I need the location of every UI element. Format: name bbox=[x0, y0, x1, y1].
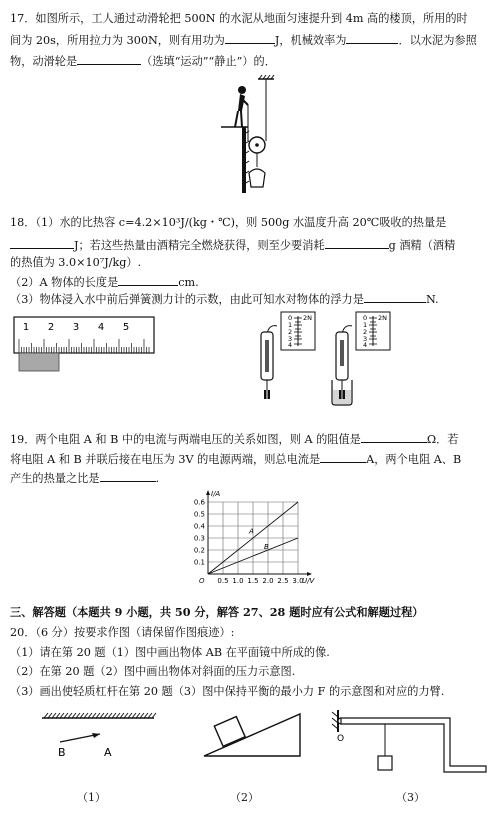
balance-label: 3 bbox=[288, 335, 293, 343]
ruler-tick-label: 4 bbox=[97, 322, 105, 333]
balance-label: 0 bbox=[288, 314, 293, 322]
x-tick-label: 1.0 bbox=[232, 577, 244, 585]
balance-label: 1 bbox=[288, 321, 293, 329]
figure-caption-1: （1） bbox=[77, 791, 106, 804]
q17-text: （选填“运动”“静止”）的． bbox=[141, 55, 276, 68]
answer-blank-useful-work[interactable] bbox=[225, 32, 275, 44]
ruler-tick-label: 5 bbox=[122, 322, 130, 333]
q18-line1: 18．（1）水的比热容 c=4.2×10³J/(kg・℃)，则 500g 水温度升高 20℃吸收的热量是 bbox=[10, 216, 447, 229]
q17-text: 物，动滑轮是 bbox=[10, 55, 78, 68]
q20-item2: （2）在第 20 题（2）图中画出物体对斜面的压力示意图. bbox=[10, 665, 296, 678]
ruler-tick-label: 2 bbox=[47, 322, 55, 333]
answer-blank-alcohol-mass[interactable] bbox=[325, 237, 389, 249]
q19-line2 bbox=[10, 451, 461, 467]
q18-text: （3）物体浸入水中前后弹簧测力计的示数，由此可知水对物体的浮力是 bbox=[10, 293, 364, 306]
y-tick-label: 0.4 bbox=[193, 522, 205, 531]
y-axis-label: I/A bbox=[211, 490, 221, 498]
answer-blank-heat[interactable] bbox=[10, 237, 74, 249]
q19-text: Ω．若 bbox=[426, 433, 459, 446]
answer-blank-motion-state[interactable] bbox=[77, 53, 141, 65]
q18-line3: 的热值为 3.0×10⁷J/kg）. bbox=[10, 256, 142, 269]
spring-balance-after bbox=[330, 310, 402, 406]
balance-label: 2N bbox=[303, 314, 312, 322]
q19-line1 bbox=[10, 431, 459, 447]
q20-heading: 20．（6 分）按要求作图（请保留作图痕迹）: bbox=[10, 626, 235, 639]
q18-line4 bbox=[10, 274, 199, 290]
object-a-block bbox=[19, 353, 59, 371]
answer-blank-buoyancy[interactable] bbox=[364, 291, 426, 303]
q17-line1: 17．如图所示，工人通过动滑轮把 500N 的水泥从地面匀速提升到 4m 高的楼顶，所用的时 bbox=[10, 12, 468, 25]
series-label-b: B bbox=[264, 543, 269, 552]
q17-text: ．以水泥为参照 bbox=[398, 34, 477, 47]
q18-text: cm. bbox=[178, 276, 199, 289]
q19-text: A，两个电阻 A、B bbox=[366, 453, 462, 466]
q19-text: 将电阻 A 和 B 并联后接在电压为 3V 的电源两端，则总电流是 bbox=[10, 453, 321, 466]
balance-label: 1 bbox=[363, 321, 368, 329]
balance-label: 4 bbox=[288, 341, 293, 349]
section3-heading: 三、解答题（本题共 9 小题，共 50 分，解答 27、28 题时应有公式和解题过程） bbox=[10, 605, 424, 619]
q18-text: （2）A 物体的长度是 bbox=[10, 276, 119, 289]
q20-item3: （3）画出使轻质杠杆在第 20 题（3）图中保持平衡的最小力 F 的示意图和对应的力臂. bbox=[10, 685, 445, 698]
figure-caption-3: （3） bbox=[396, 791, 425, 804]
y-tick-label: 0.2 bbox=[193, 546, 205, 555]
x-tick-label: 2.0 bbox=[262, 577, 274, 585]
answer-blank-resistance-a[interactable] bbox=[361, 431, 427, 443]
q17-line2 bbox=[10, 32, 477, 48]
balance-label: 0 bbox=[363, 314, 368, 322]
q18-text: J；若这些热量由酒精完全燃烧获得，则至少要消耗 bbox=[74, 239, 325, 252]
y-tick-label: 0.5 bbox=[193, 510, 205, 519]
y-tick-label: 0.1 bbox=[193, 558, 205, 567]
balance-label: 2 bbox=[288, 328, 293, 336]
ruler-tick-label: 1 bbox=[22, 322, 30, 333]
answer-blank-total-current[interactable] bbox=[320, 451, 366, 463]
y-tick-label: 0.6 bbox=[193, 498, 205, 507]
current-voltage-chart bbox=[188, 490, 318, 586]
lever-figure bbox=[330, 708, 492, 778]
answer-blank-efficiency[interactable] bbox=[346, 32, 398, 44]
q19-text: 产生的热量之比是 bbox=[10, 472, 100, 485]
x-tick-label: 3.0 bbox=[292, 577, 304, 585]
answer-blank-length[interactable] bbox=[118, 274, 178, 286]
origin-label: O bbox=[199, 577, 205, 585]
q18-text: N. bbox=[425, 293, 439, 306]
x-tick-label: 1.5 bbox=[247, 577, 259, 585]
q18-text: g 酒精（酒精 bbox=[388, 239, 456, 252]
balance-label: 2N bbox=[378, 314, 387, 322]
q17-text: 间为 20s，所用拉力为 300N，则有用功为 bbox=[10, 34, 225, 47]
spring-balance-before bbox=[255, 310, 317, 406]
x-axis-arrow bbox=[307, 572, 312, 576]
q17-text: J，机械效率为 bbox=[274, 34, 347, 47]
q20-item1: （1）请在第 20 题（1）图中画出物体 AB 在平面镜中所成的像. bbox=[10, 646, 330, 659]
series-label-a: A bbox=[249, 527, 254, 536]
y-tick-label: 0.3 bbox=[193, 534, 205, 543]
x-axis-label: U/V bbox=[302, 577, 315, 585]
ruler-figure bbox=[14, 316, 156, 374]
ruler-tick-label: 3 bbox=[72, 322, 80, 333]
q19-text: . bbox=[155, 472, 160, 485]
incline-figure bbox=[200, 706, 304, 762]
mirror-figure bbox=[40, 712, 158, 762]
y-axis-arrow bbox=[206, 490, 210, 495]
figure-caption-2: （2） bbox=[230, 791, 259, 804]
balance-label: 4 bbox=[363, 341, 368, 349]
pivot-label-o: O bbox=[337, 734, 345, 744]
balance-label: 2 bbox=[363, 328, 368, 336]
balance-label: 3 bbox=[363, 335, 368, 343]
x-tick-label: 2.5 bbox=[277, 577, 289, 585]
point-label-a: A bbox=[104, 746, 112, 759]
q17-line3 bbox=[10, 53, 276, 69]
q18-line5 bbox=[10, 291, 439, 307]
answer-blank-heat-ratio[interactable] bbox=[100, 470, 156, 482]
q18-line2 bbox=[10, 237, 455, 253]
x-tick-label: 0.5 bbox=[217, 577, 229, 585]
q19-line3 bbox=[10, 470, 159, 486]
q19-text: 19．两个电阻 A 和 B 中的电流与两端电压的关系如图，则 A 的阻值是 bbox=[10, 433, 361, 446]
pulley-figure bbox=[218, 75, 278, 195]
point-label-b: B bbox=[58, 746, 66, 759]
